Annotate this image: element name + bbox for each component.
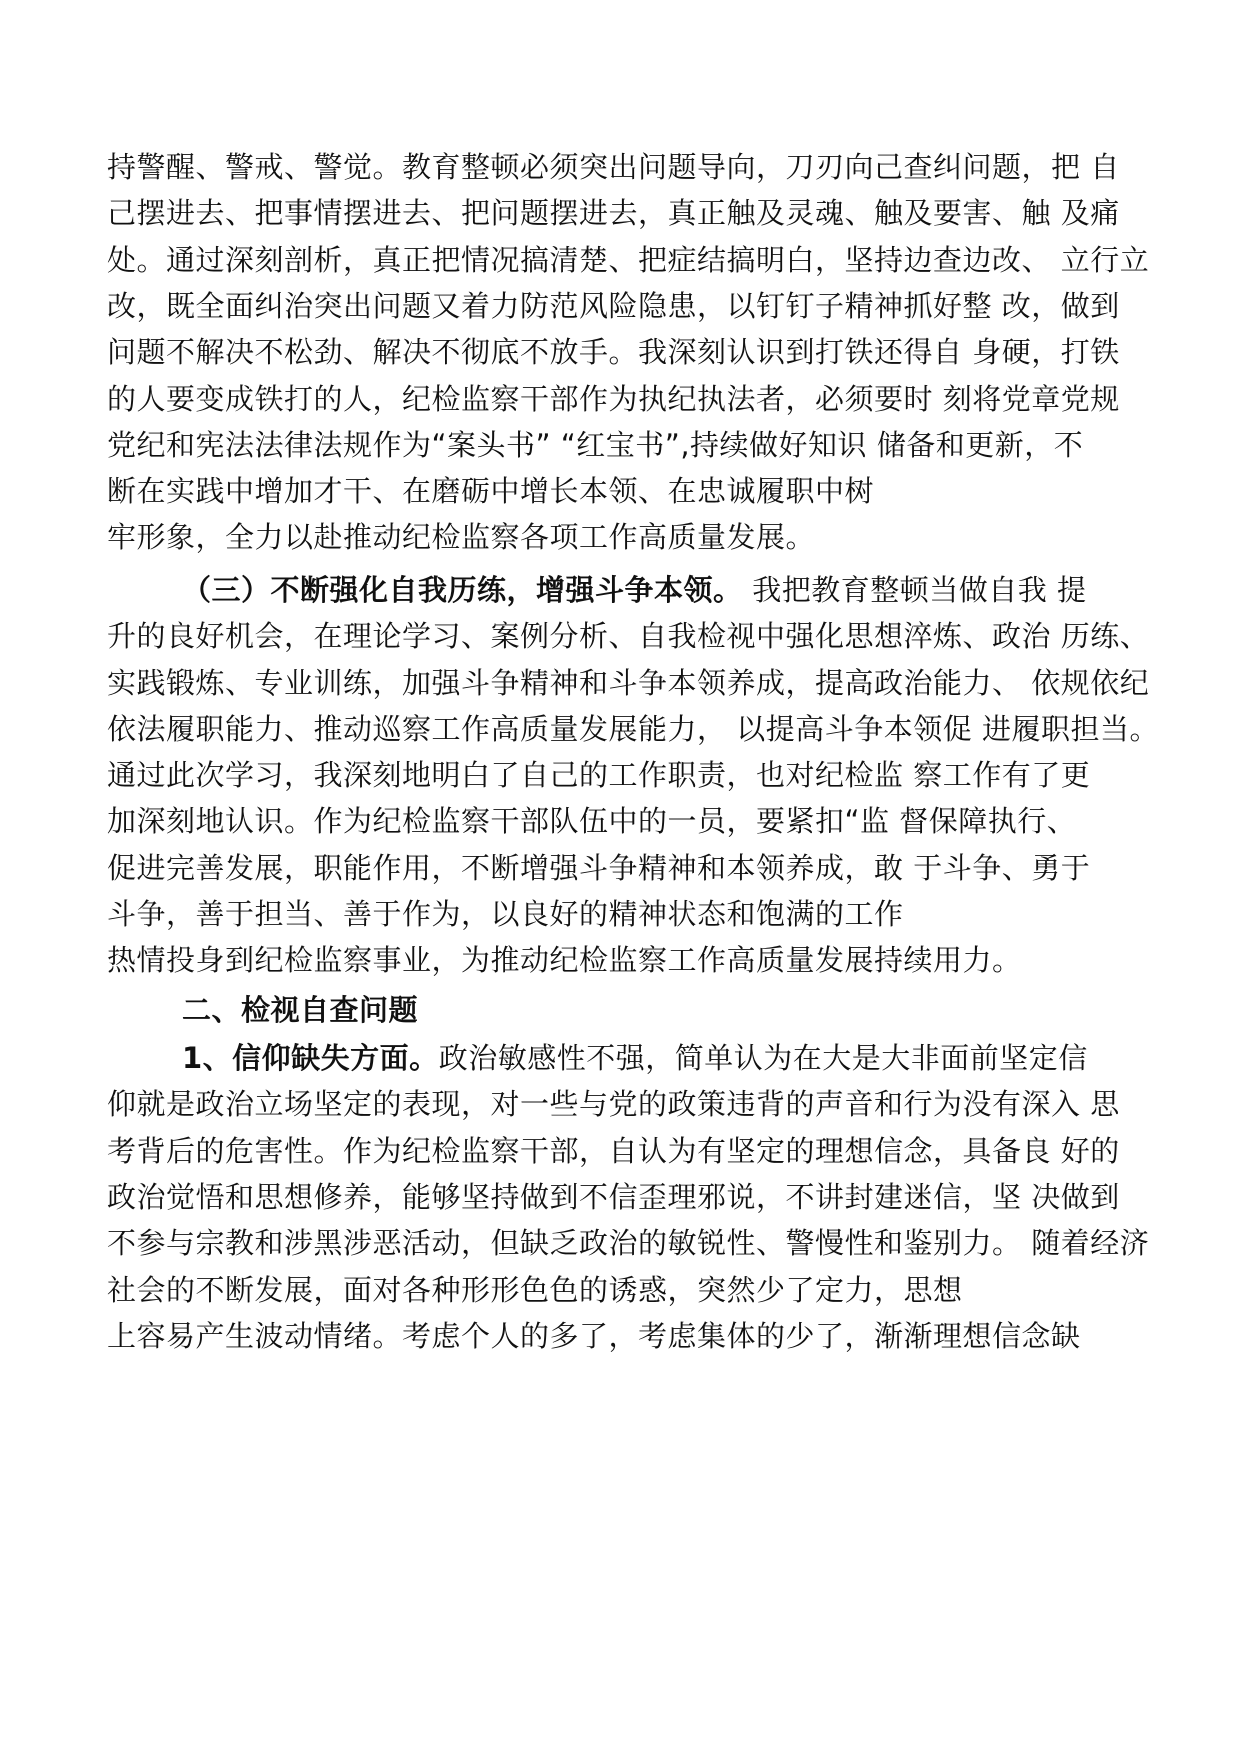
- paragraph-line: 不参与宗教和涉黑涉恶活动，但缺乏政治的敏锐性、警慢性和鉴别力。 随着经济: [107, 1226, 1150, 1260]
- paragraph-line: 持警醒、警戒、警觉。教育整顿必须突出问题导向，刀刃向己查纠问题，把 自: [107, 150, 1120, 184]
- item-1-lead-text: 政治敏感性不强，简单认为在大是大非面前坚定信: [438, 1041, 1088, 1075]
- item-1-heading: 1、信仰缺失方面。: [182, 1041, 439, 1075]
- paragraph-line: 政治觉悟和思想修养，能够坚持做到不信歪理邪说，不讲封建迷信，坚 决做到: [107, 1180, 1120, 1214]
- paragraph-line: 通过此次学习，我深刻地明白了自己的工作职责，也对纪检监 察工作有了更: [107, 758, 1091, 792]
- section-3-first-line: [182, 572, 1086, 608]
- paragraph-line: 斗争，善于担当、善于作为，以良好的精神状态和饱满的工作: [107, 897, 904, 931]
- section-heading: 二、检视自查问题: [182, 993, 419, 1027]
- item-1-first-line: [182, 1040, 1088, 1076]
- paragraph-line: 仰就是政治立场坚定的表现，对一些与党的政策违背的声音和行为没有深入 思: [107, 1087, 1120, 1121]
- paragraph-line: 处。通过深刻剖析，真正把情况搞清楚、把症结搞明白，坚持边查边改、 立行立: [107, 243, 1150, 277]
- paragraph-line: 的人要变成铁打的人，纪检监察干部作为执纪执法者，必须要时 刻将党章党规: [107, 382, 1120, 416]
- paragraph-line: 促进完善发展，职能作用，不断增强斗争精神和本领养成，敢 于斗争、勇于: [107, 851, 1091, 885]
- paragraph-line: 考背后的危害性。作为纪检监察干部，自认为有坚定的理想信念，具备良 好的: [107, 1134, 1120, 1168]
- paragraph-line: 升的良好机会，在理论学习、案例分析、自我检视中强化思想淬炼、政治 历练、: [107, 619, 1150, 653]
- paragraph-line: 依法履职能力、推动巡察工作高质量发展能力， 以提高斗争本领促 进履职担当。: [107, 712, 1159, 746]
- paragraph-line: 加深刻地认识。作为纪检监察干部队伍中的一员，要紧扣“监 督保障执行、: [107, 804, 1077, 838]
- paragraph-line: 社会的不断发展，面对各种形形色色的诱惑，突然少了定力，思想: [107, 1273, 963, 1307]
- section-3-lead-text: 我把教育整顿当做自我 提: [742, 573, 1087, 607]
- paragraph-line: 热情投身到纪检监察事业，为推动纪检监察工作高质量发展持续用力。: [107, 943, 1022, 977]
- paragraph-line: 上容易产生波动情绪。考虑个人的多了，考虑集体的少了，渐渐理想信念缺: [107, 1319, 1081, 1353]
- paragraph-line: 实践锻炼、专业训练，加强斗争精神和斗争本领养成，提高政治能力、 依规依纪: [107, 666, 1150, 700]
- paragraph-line: 断在实践中增加才干、在磨砺中增长本领、在忠诚履职中树: [107, 474, 875, 508]
- paragraph-line: 改，既全面纠治突出问题又着力防范风险隐患，以钉钉子精神抓好整 改，做到: [107, 289, 1120, 323]
- paragraph-line: 己摆进去、把事情摆进去、把问题摆进去，真正触及灵魂、触及要害、触 及痛: [107, 196, 1120, 230]
- paragraph-line: 党纪和宪法法律法规作为“案头书” “红宝书”,持续做好知识 储备和更新，不: [107, 428, 1084, 462]
- paragraph-line: 问题不解决不松劲、解决不彻底不放手。我深刻认识到打铁还得自 身硬，打铁: [107, 335, 1120, 369]
- section-3-heading: （三）不断强化自我历练，增强斗争本领。: [182, 573, 743, 607]
- paragraph-line: 牢形象，全力以赴推动纪检监察各项工作高质量发展。: [107, 520, 816, 554]
